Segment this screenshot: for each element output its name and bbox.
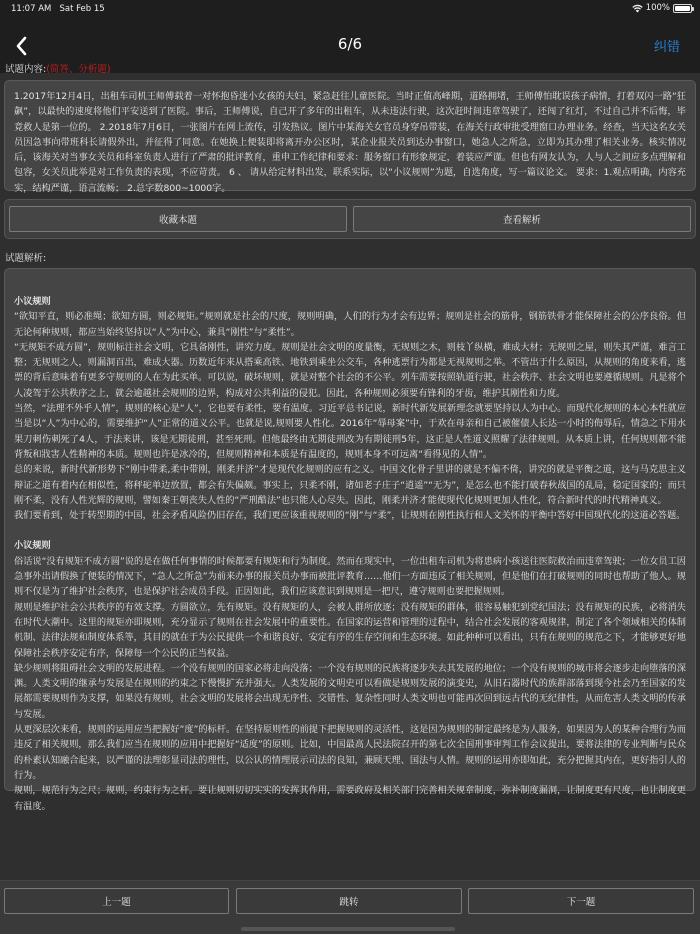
battery-percent: 100% [645, 3, 670, 13]
page-counter: 6/6 [337, 35, 363, 53]
home-indicator[interactable] [241, 927, 455, 931]
essay-2-paragraph: 从更深层次来看，规则的运用应当把握好“度”的标杆。在坚持原则性的前提下把握规则的灵活性，这是因为规则的制定最终是为人服务，如果因为人的某种合理行为而违反了相关规则，那么我们应当在规则的应用中把握好“适度”的原则。比如，中国最高人民法院召开的第七次全国刑事审判工作会议提出，要将法律的专业判断与民众的朴素认知融合起来，以严谨的法理彰显司法的理性，以公认的情理展示司法的良知，兼顾天理、国法与人情。规则的运用亦即如此，充分把握其内在，更好指引人的行为。 [14, 724, 686, 781]
status-time: 11:07 AM Sat Feb 15 [11, 4, 105, 14]
analysis-panel [4, 268, 696, 812]
report-error-button[interactable]: 纠错 [653, 40, 680, 55]
prev-question-button[interactable]: 上一题 [4, 888, 229, 914]
jump-button[interactable]: 跳转 [236, 888, 462, 914]
favorite-button[interactable]: 收藏本题 [9, 206, 347, 232]
essay-1-paragraph: “无规矩不成方圆”，规则标注社会文明，它具备刚性，讲究力度。规则是社会文明的度量衡，无规则之木，则枝丫纵横，难成大材；无规则之屋，则失其严谨，难言工整；无规则之人，则漏洞百出，难成大器。历数近年来从搭乘高铁、地铁到乘坐公交车，各种逃票行为都是无视规则之举。不管出于什么原因，从规则的角度来看，逃票的背后意味着有更多守规则的人在为此买单。可以说，破坏规则，就是对整个社会的不公平。列车需要按照轨道行驶，社会秩序、社会文明也要遵循规则。凡是将个人凌驾于公共秩序之上，就会逾越社会规则的边界，构成对公共利益的侵犯。因此，各种规则必须要有锋利的牙齿，维护其刚性和力度。 [14, 341, 686, 399]
essay-2-paragraph: 规则，规范行为之尺；规则，约束行为之杆。要让规则切切实实的发挥其作用，需要政府及相关部门完善相关规章制度，弥补制度漏洞，让制度更有尺度，也让制度更有温度。 [14, 785, 686, 812]
essay-2-paragraph: 俗话说“没有规矩不成方圆”说的是在做任何事情的时候都要有规矩和行为制度。然而在现实中，一位出租车司机为将患病小孩送往医院救治而违章驾驶；一位女员工因急事外出请假换了便装的情况下，“急人之所急”为前来办事的报关员办事而被批评教育……他们一方面违反了相关规则，但是他们在打破规则的同时也帮助了他人。规则不仅是为了维护社会秩序，也是保护社会成员手段。正因如此，我们应该意识到规则是一把尺，遵守规则也要把握规则。 [14, 555, 686, 598]
essay-1-paragraph: “欲知平直，则必准绳；欲知方圆，则必规矩。”规则就是社会的尺度，规则明确，人们的行为才会有边界；规则是社会的筋骨，钢筋铁骨才能保障社会的公序良俗。但无论何种规则，都应当始终坚持以“人”为中心，兼具“刚性”与“柔性”。 [14, 311, 686, 338]
next-question-button[interactable]: 下一题 [468, 888, 694, 914]
essay-1-paragraph: 我们要看到，处于转型期的中国，社会矛盾风险仍旧存在，我们更应该重视规则的“刚”与“柔”，让规则在刚性执行和人文关怀的平衡中答好中国现代化的这道必答题。 [14, 510, 686, 522]
question-text: 1.2017年12月4日，出租车司机王师傅载着一对怀抱昏迷小女孩的夫妇，紧急赶往儿童医院。当时正值高峰期，道路拥堵，王师傅怕耽误孩子病情，打着双闪一路“狂飙”，以最快的速度将他们平安送到了医院。事后，王师傅说，自己开了多年的出租车，从未违法行驶，这次赶时间违章驾驶了，还闯了红灯，不过自己并不后悔，毕竟救人是第一位的。 2.2018年7月6日，一张图片在网上流传，引发热议。图片中某海关女官员身穿吊带装，在海关行政审批受理窗口办理业务。经查，当天这名女关员因急事向带班科长请假外出，并征得了同意。在她换上便装即将离开办公区时，某企业报关员到达办事窗口，她急人之所急，立即为其办理了相关业务。核实情况后，该海关对当事女关员和科室负责人进行了严肃的批评教育，重申工作纪律和要求：服务窗口有形象规定，着装应严谨。但也有网友认为，人与人之间应多点理解和包容，女关员此举是对工作负责的表现，不应苛责。 6 、 请从给定材料出发，联系实际，以“小议规则”为题，自选角度，写一篇议论文。 要求：1.观点明确，内容充实，结构严谨，语言流畅； 2.总字数800~1000字。 [14, 91, 686, 194]
view-analysis-button[interactable]: 查看解析 [353, 206, 691, 232]
battery-icon [673, 4, 692, 13]
question-label: 试题内容:(简答、分析题) [5, 64, 111, 75]
bottom-nav-bar [0, 880, 700, 934]
question-panel [4, 80, 696, 194]
analysis-label: 试题解析: [5, 253, 47, 264]
essay-1-paragraph: 总的来说，新时代新形势下“刚中带柔,柔中带刚，刚柔并济”才是现代化规则的应有之义。中国文化骨子里讲的就是不偏不倚，讲究的就是平衡之道，这与马克思主义辩证之道有着内在相似性，将秤砣单边放置，都会有失偏颇。事实上，只柔不刚，诸如老子庄子“逍遥”“无为”，是怎么也不能打破春秋战国的乱局，稳定国家的；而只刚不柔，没有人性光辉的规则，譬如秦王朝丧失人性的“严刑酷法”也只能人心尽失。因此，刚柔并济才能使现代化规则更加人性化，符合新时代的时代精神真义。 [14, 464, 686, 506]
essay-1-paragraph: 当然，“法理不外乎人情”，规则的核心是“人”，它也要有柔性，要有温度。习近平总书记说，新时代新发展新理念就要坚持以人为中心。而现代化规则的本心本性就应当是以“人”为中心的，需要维护“人”正常的道义公平。也就是说,规则要人性化。2016年“辱母案”中，于欢在母亲和自己被催债人长达一小时的侮辱后，情急之下用水果刀刺伤刺死了4人，于法来讲，该是无期徒刑，甚至死刑。但他最终由无期徒刑改为有期徒刑5年，这正是人性道义照耀了法律规则。从本质上讲，任何规则都不能背叛和戕害人性精神的本质。规则也许是冰冷的，但规则精神和本质是有温度的，规则本身不可远离“看得见的人情”。 [14, 403, 686, 460]
status-right [632, 3, 692, 13]
wifi-icon [632, 4, 643, 13]
status-bar [0, 0, 700, 20]
action-bar [4, 199, 696, 239]
essay-2-title: 小议规则 [14, 540, 51, 552]
question-type-tag: (简答、分析题) [46, 64, 111, 75]
essay-2-paragraph: 缺少规则将阻碍社会文明的发展进程。一个没有规则的国家必将走向没落；一个没有规则的民族将逐步失去其发展的地位；一个没有规则的城市将会逐步走向堕落的深渊。人类文明的继承与发展是在规则的约束之下慢慢扩充并强大。人类发展的文明史可以看做是规则发展的演变史，从旧石器时代的族群部落到现今社会乃至国家的发展都需要规则作为支撑，如果没有规则，社会文明的发展将会出现无序性、交错性、复杂性同时人类文明也可能再次回到远古代的无纪律性，从而危害人类文明的传承与发展。 [14, 662, 686, 720]
essay-2-paragraph: 规则是维护社会公共秩序的有效支撑。方圆欲立，先有规矩。没有规矩的人，会被人群所放逐；没有规矩的群体，很容易触犯到党纪国法；没有规矩的民族，必将消失在时代大潮中。这里的规矩亦即规则，充分显示了规则在社会发展中的重要性。在国家的运营和管理的过程中，结合社会发展的客观规律，制定了各个领域相关的体制机制、法律法规和制度体系等，其目的就在于为公民提供一个和谐良好、安定有序的生存空间和生态环境。如此种种可以看出，只有在规则的规范之下，才能够更好地保障社会秩序安定有序，保障每一个公民的正当权益。 [14, 601, 686, 659]
essay-1-title: 小议规则 [14, 296, 51, 307]
analysis-text [5, 269, 695, 822]
